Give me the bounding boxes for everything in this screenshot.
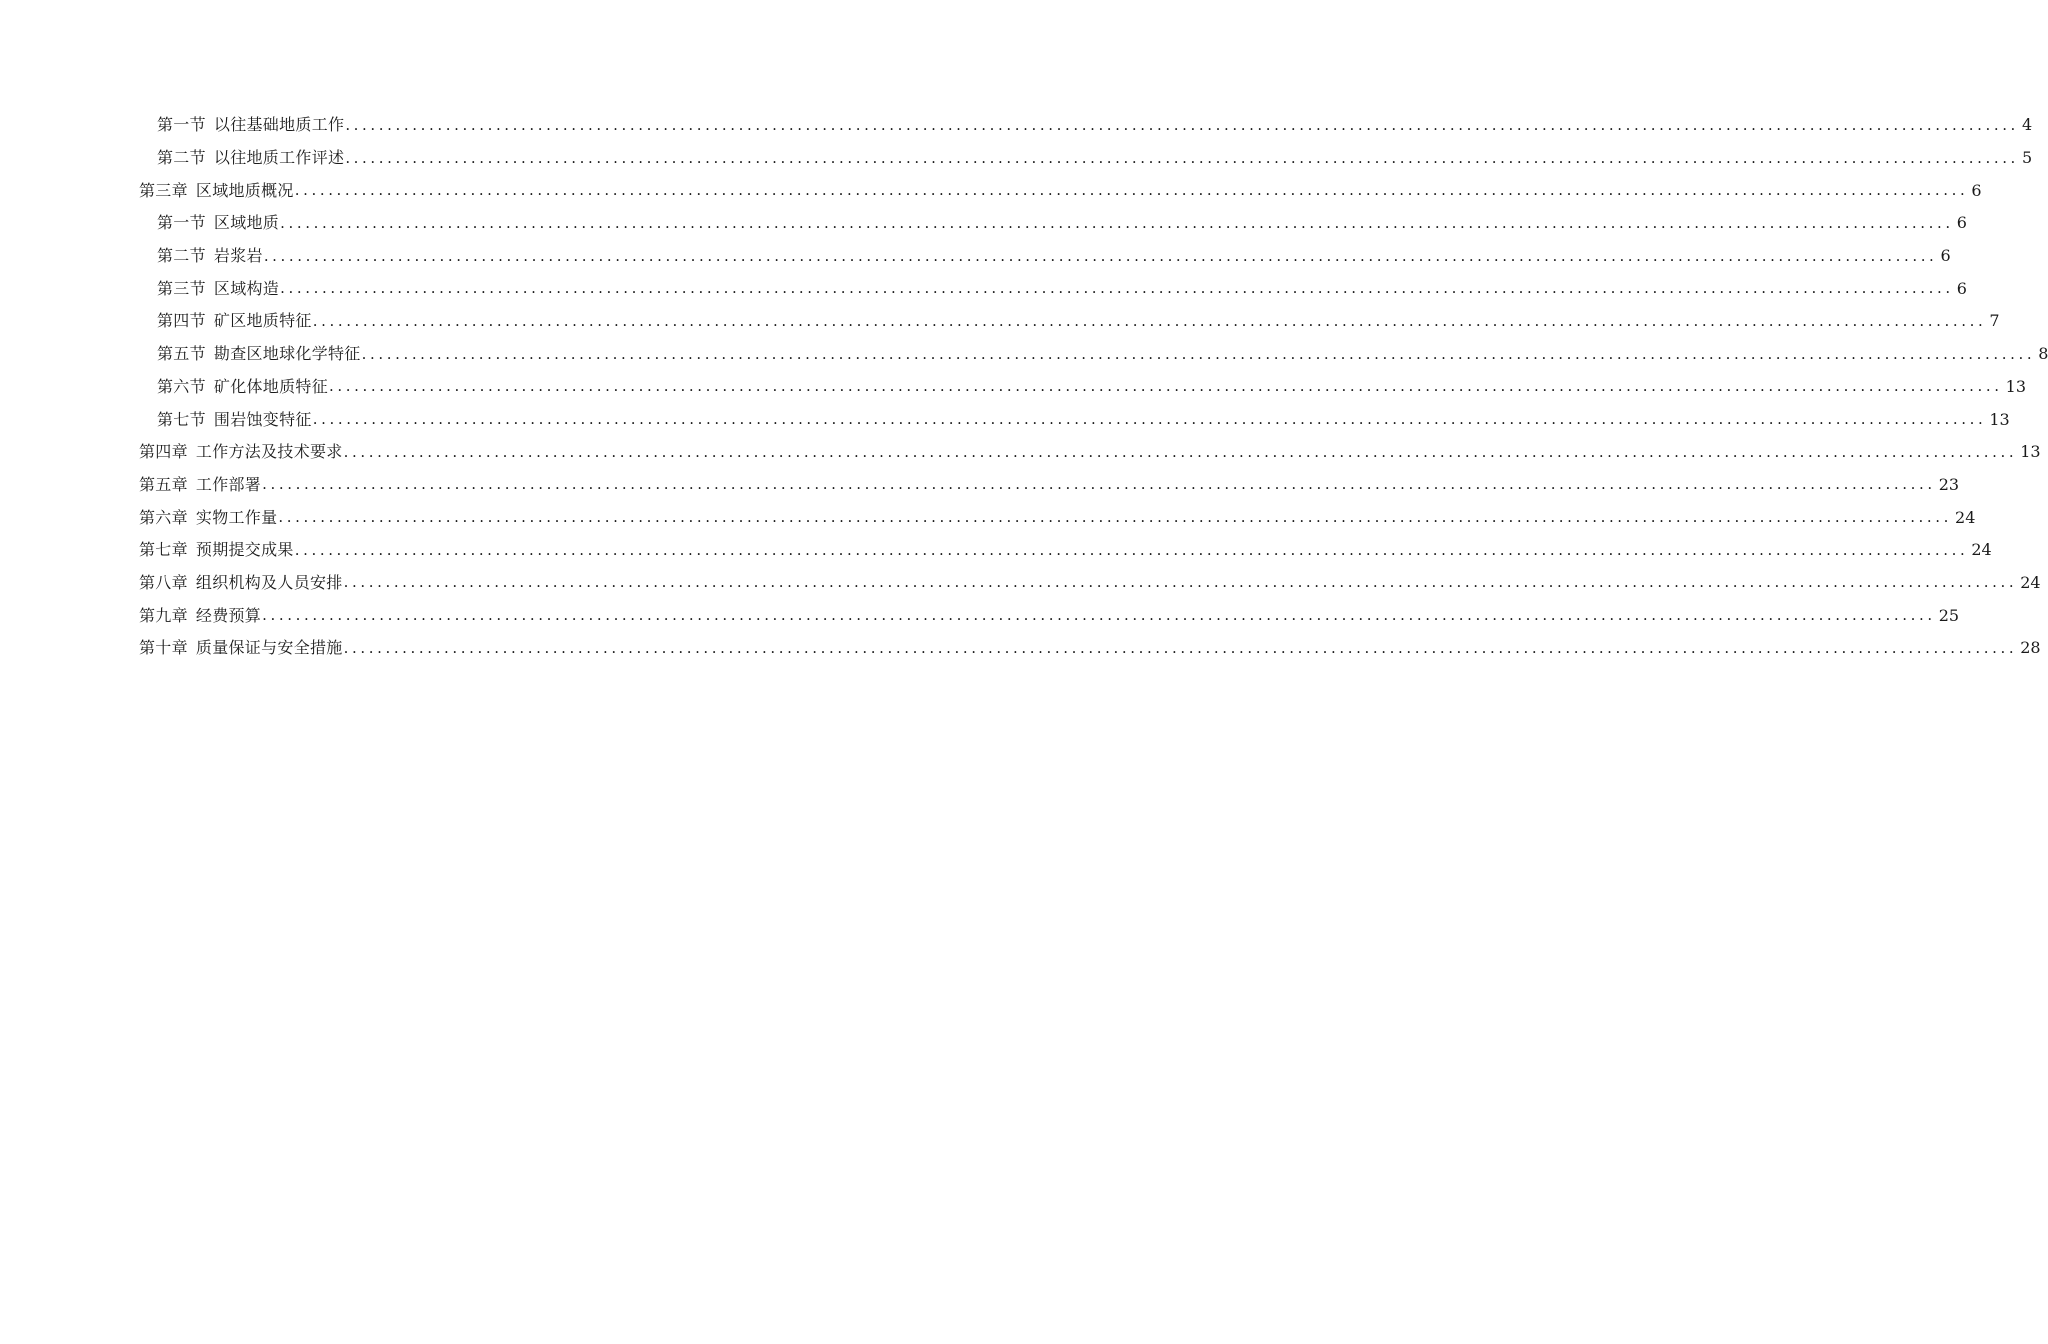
toc-page-number: 6 xyxy=(1956,213,1967,233)
toc-section-entry[interactable] xyxy=(0,371,2026,404)
toc-entry-title: 勘查区地球化学特征 xyxy=(213,344,361,364)
toc-entry-number: 第五章 xyxy=(139,474,188,494)
toc-entry-title: 以往基础地质工作 xyxy=(213,115,345,135)
toc-section-entry[interactable] xyxy=(0,272,1967,305)
toc-entry-label xyxy=(139,572,343,592)
toc-entry-title: 岩浆岩 xyxy=(213,246,263,266)
toc-entry-title: 质量保证与安全措施 xyxy=(195,638,343,658)
toc-entry-number: 第七章 xyxy=(139,540,188,560)
toc-entry-label xyxy=(139,640,343,656)
toc-dot-leader: ........................................................................................................................................................................................................ xyxy=(329,377,2003,396)
toc-entry-label xyxy=(139,474,262,494)
toc-entry-label xyxy=(139,605,262,625)
toc-section-entry[interactable] xyxy=(0,109,2033,142)
toc-entry-title: 实物工作量 xyxy=(195,507,278,527)
table-of-contents xyxy=(0,109,2048,665)
toc-dot-leader: ........................................................................................................................................................................................................ xyxy=(262,475,1936,494)
toc-dot-leader: ........................................................................................................................................................................................................ xyxy=(343,573,2018,592)
toc-chapter-entry[interactable] xyxy=(0,174,1982,207)
toc-chapter-entry[interactable] xyxy=(0,567,2041,600)
toc-entry-number: 第二节 xyxy=(157,246,206,266)
toc-dot-leader: ........................................................................................................................................................................................................ xyxy=(278,508,1953,527)
toc-entry-number: 第九章 xyxy=(139,605,188,625)
toc-section-entry[interactable] xyxy=(0,207,1967,240)
toc-entry-label xyxy=(157,215,279,231)
toc-chapter-entry[interactable] xyxy=(0,632,2041,665)
toc-entry-title: 矿化体地质特征 xyxy=(213,376,329,396)
toc-section-entry[interactable] xyxy=(0,403,2010,436)
toc-dot-leader: ........................................................................................................................................................................................................ xyxy=(343,442,2018,461)
toc-dot-leader: ........................................................................................................................................................................................................ xyxy=(345,148,2019,167)
toc-entry-number: 第六节 xyxy=(157,376,206,396)
toc-entry-label xyxy=(139,507,278,527)
toc-entry-title: 工作方法及技术要求 xyxy=(195,442,343,462)
toc-section-entry[interactable] xyxy=(0,240,1951,273)
toc-entry-number: 第五节 xyxy=(157,344,206,364)
toc-page-number: 8 xyxy=(2038,344,2048,364)
toc-dot-leader: ........................................................................................................................................................................................................ xyxy=(263,246,1938,265)
toc-dot-leader: ........................................................................................................................................................................................................ xyxy=(312,410,1987,429)
toc-entry-label xyxy=(157,376,329,396)
toc-page-number: 28 xyxy=(2020,638,2041,658)
toc-entry-title: 区域地质概况 xyxy=(195,180,294,200)
toc-entry-number: 第十章 xyxy=(139,638,188,658)
toc-entry-number: 第一节 xyxy=(157,115,206,135)
toc-page-number: 24 xyxy=(1955,507,1976,527)
toc-entry-number: 第一节 xyxy=(157,213,206,233)
toc-page-number: 4 xyxy=(2021,115,2033,135)
toc-entry-title: 组织机构及人员安排 xyxy=(195,572,343,592)
toc-entry-title: 工作部署 xyxy=(195,474,262,494)
toc-page-number: 7 xyxy=(1989,311,2000,331)
toc-chapter-entry[interactable] xyxy=(0,534,1992,567)
toc-entry-label xyxy=(157,248,263,264)
toc-entry-label xyxy=(157,346,361,362)
toc-dot-leader: ........................................................................................................................................................................................................ xyxy=(312,311,1987,330)
toc-entry-number: 第四章 xyxy=(139,442,188,462)
toc-dot-leader: ........................................................................................................................................................................................................ xyxy=(294,540,1969,559)
toc-entry-number: 第六章 xyxy=(139,507,188,527)
toc-section-entry[interactable] xyxy=(0,305,2000,338)
toc-entry-title: 以往地质工作评述 xyxy=(213,148,345,168)
toc-page-number: 6 xyxy=(1956,278,1967,298)
toc-section-entry[interactable] xyxy=(0,338,2048,371)
toc-chapter-entry[interactable] xyxy=(0,436,2041,469)
toc-chapter-entry[interactable] xyxy=(0,469,1960,502)
toc-entry-title: 区域地质 xyxy=(213,213,280,233)
toc-entry-label xyxy=(157,278,280,298)
toc-entry-title: 预期提交成果 xyxy=(195,540,294,560)
toc-entry-label xyxy=(157,117,344,133)
toc-page-number: 13 xyxy=(2005,376,2026,396)
toc-entry-number: 第八章 xyxy=(139,572,188,592)
toc-page-number: 23 xyxy=(1938,474,1960,494)
toc-entry-title: 矿区地质特征 xyxy=(213,311,312,331)
toc-entry-number: 第四节 xyxy=(157,311,206,331)
toc-dot-leader: ........................................................................................................................................................................................................ xyxy=(343,638,2018,657)
toc-entry-number: 第七节 xyxy=(157,409,206,429)
toc-page-number: 13 xyxy=(2020,442,2041,462)
toc-dot-leader: ........................................................................................................................................................................................................ xyxy=(280,213,1954,232)
toc-entry-title: 区域构造 xyxy=(213,278,280,298)
toc-entry-title: 经费预算 xyxy=(195,605,262,625)
toc-page-number: 24 xyxy=(1971,540,1992,560)
toc-chapter-entry[interactable] xyxy=(0,501,1976,534)
toc-page-number: 13 xyxy=(1989,409,2010,429)
toc-dot-leader: ........................................................................................................................................................................................................ xyxy=(294,181,1969,200)
toc-page-number: 24 xyxy=(2020,572,2041,592)
toc-entry-label xyxy=(139,542,294,558)
toc-entry-number: 第三节 xyxy=(157,278,206,298)
toc-page-number: 6 xyxy=(1940,246,1951,266)
toc-entry-number: 第三章 xyxy=(139,180,188,200)
toc-entry-label xyxy=(157,409,312,429)
toc-dot-leader: ........................................................................................................................................................................................................ xyxy=(262,606,1936,625)
toc-entry-label xyxy=(157,313,312,329)
toc-section-entry[interactable] xyxy=(0,142,2033,175)
toc-page-number: 25 xyxy=(1938,605,1960,625)
toc-entry-label xyxy=(157,150,344,166)
toc-entry-title: 围岩蚀变特征 xyxy=(213,409,312,429)
toc-chapter-entry[interactable] xyxy=(0,599,1960,632)
toc-dot-leader: ........................................................................................................................................................................................................ xyxy=(280,279,1954,298)
toc-dot-leader: ........................................................................................................................................................................................................ xyxy=(345,115,2019,134)
toc-entry-label xyxy=(139,180,294,200)
toc-entry-label xyxy=(139,444,343,460)
toc-entry-number: 第二节 xyxy=(157,148,206,168)
toc-page-number: 5 xyxy=(2021,148,2033,168)
toc-page-number: 6 xyxy=(1971,180,1982,200)
toc-dot-leader: ........................................................................................................................................................................................................ xyxy=(361,344,2036,363)
